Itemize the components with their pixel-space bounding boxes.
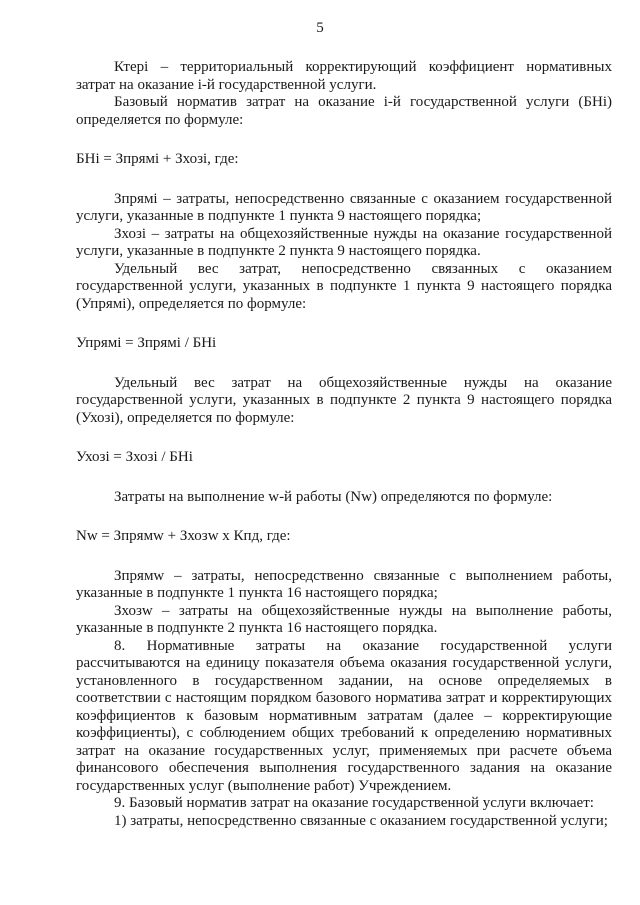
paragraph-k-ter: Ктері – территориальный корректирующий коэффициент нормативных затрат на оказание і-й государственной услуги.: [76, 59, 612, 93]
formula-work-costs: Nw = Зпрямw + Зхозw х Кпд, где:: [76, 528, 291, 544]
paragraph-base-norm-intro: Базовый норматив затрат на оказание і-й государственной услуги (БНі) определяется по формуле:: [76, 94, 612, 128]
paragraph-work-costs-intro: Затраты на выполнение w-й работы (Nw) определяются по формуле:: [114, 488, 553, 505]
paragraph-work-direct-costs: Зпрямw – затраты, непосредственно связанные с выполнением работы, указанные в подпункте 1 пункта 16 настоящего порядка;: [76, 567, 612, 601]
paragraph-overhead-costs: Зхозі – затраты на общехозяйственные нужды на оказание государственной услуги, указанные в подпункте 2 пункта 9 настоящего порядка.: [76, 225, 612, 259]
paragraph-item-8: 8. Нормативные затраты на оказание государственной услуги рассчитываются на единицу показателя объема оказания государственной услуги, установленного в государственном задании, на основе определяемых в соответствии с настоящим порядком базового норматива затрат и корректирующих коэффициентов к базовым нормативным затратам (далее – корректирующие коэффициенты), с соблюдением общих требований к определению нормативных затрат на оказание государственных услуг, применяемых при расчете объема финансового обеспечения выполнения государственного задания на оказание государственных услуг (выполнение работ) Учреждением.: [76, 637, 612, 794]
formula-direct-share: Упрямі = Зпрямі / БНі: [76, 335, 217, 351]
paragraph-direct-share-intro: Удельный вес затрат, непосредственно связанных с оказанием государственной услуги, указанных в подпункте 1 пункта 9 настоящего порядка (Упрямі), определяется по формуле:: [76, 260, 612, 312]
formula-overhead-share: Ухозі = Зхозі / БНі: [76, 449, 193, 465]
paragraph-item-9-1: 1) затраты, непосредственно связанные с оказанием государственной услуги;: [114, 812, 608, 829]
paragraph-overhead-share-intro: Удельный вес затрат на общехозяйственные нужды на оказание государственной услуги, указанных в подпункте 2 пункта 9 настоящего порядка (Ухозі), определяется по формуле:: [76, 374, 612, 426]
document-body: [76, 59, 612, 830]
formula-base-norm: БНі = Зпрямі + Зхозі, где:: [76, 151, 239, 167]
paragraph-work-overhead-costs: Зхозw – затраты на общехозяйственные нужды на выполнение работы, указанные в подпункте 2 пункта 16 настоящего порядка.: [76, 602, 612, 636]
page-number: 5: [316, 20, 324, 36]
paragraph-item-9: 9. Базовый норматив затрат на оказание государственной услуги включает:: [114, 795, 594, 811]
paragraph-direct-costs: Зпрямі – затраты, непосредственно связанные с оказанием государственной услуги, указанные в подпункте 1 пункта 9 настоящего порядка;: [76, 190, 612, 224]
